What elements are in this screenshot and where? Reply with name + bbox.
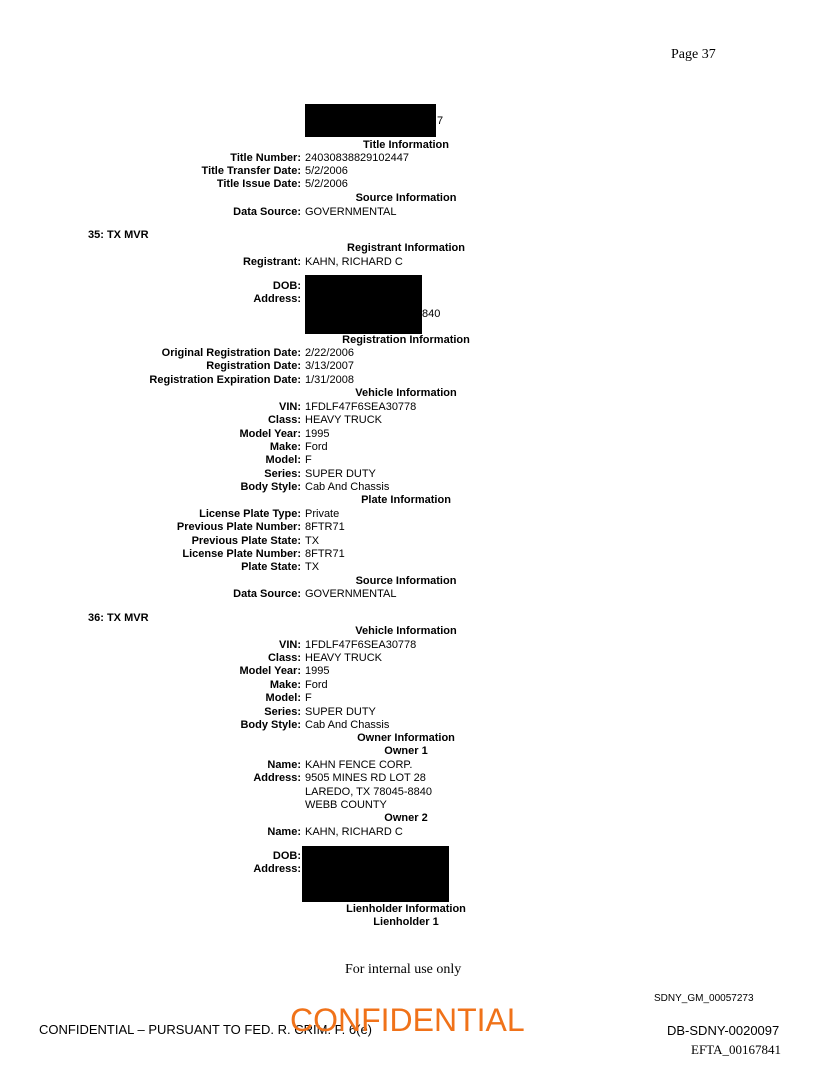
record-label-35: 35: TX MVR bbox=[88, 229, 149, 241]
model-row: Model: F bbox=[265, 454, 312, 466]
confidential-notice: CONFIDENTIAL – PURSUANT TO FED. R. CRIM. P. 6(e) bbox=[39, 1022, 373, 1037]
make-row: Make: Ford bbox=[269, 441, 328, 453]
dob-row: DOB: bbox=[272, 850, 301, 862]
owner-1-heading: Owner 1 bbox=[384, 745, 428, 757]
address-row: Address: bbox=[253, 293, 301, 305]
series-row: Series: SUPER DUTY bbox=[264, 706, 376, 718]
series-row: Series: SUPER DUTY bbox=[264, 468, 376, 480]
owner-1-name-row: Name: KAHN FENCE CORP. bbox=[267, 759, 413, 771]
efta-number: EFTA_00167841 bbox=[691, 1042, 781, 1057]
redaction-box bbox=[302, 846, 449, 902]
original-registration-date-row: Original Registration Date: 2/22/2006 bbox=[161, 347, 354, 359]
owner-1-address-row: Address: 9505 MINES RD LOT 28 bbox=[253, 772, 426, 784]
redaction-fragment: 840 bbox=[422, 308, 441, 320]
plate-information-heading: Plate Information bbox=[361, 494, 451, 506]
owner-1-address-line: WEBB COUNTY bbox=[305, 799, 387, 811]
body-style-row: Body Style: Cab And Chassis bbox=[240, 719, 390, 731]
registration-date-row: Registration Date: 3/13/2007 bbox=[206, 360, 354, 372]
internal-use-notice: For internal use only bbox=[345, 962, 462, 977]
owner-information-heading: Owner Information bbox=[357, 732, 455, 744]
class-row: Class: HEAVY TRUCK bbox=[267, 414, 383, 426]
address-row: Address: bbox=[253, 863, 301, 875]
plate-state-row: Plate State: TX bbox=[241, 561, 320, 573]
vin-row: VIN: 1FDLF47F6SEA30778 bbox=[279, 639, 417, 651]
registration-expiration-date-row: Registration Expiration Date: 1/31/2008 bbox=[149, 374, 354, 386]
owner-2-name-row: Name: KAHN, RICHARD C bbox=[267, 826, 403, 838]
lienholder-information-heading: Lienholder Information bbox=[346, 903, 466, 915]
vehicle-information-heading: Vehicle Information bbox=[355, 387, 457, 399]
owner-2-heading: Owner 2 bbox=[384, 812, 428, 824]
body-style-row: Body Style: Cab And Chassis bbox=[240, 481, 390, 493]
source-information-heading: Source Information bbox=[355, 575, 457, 587]
title-transfer-date-row: Title Transfer Date: 5/2/2006 bbox=[201, 165, 348, 177]
title-information-heading: Title Information bbox=[363, 139, 449, 151]
title-issue-date-row: Title Issue Date: 5/2/2006 bbox=[216, 178, 348, 190]
confidential-stamp: CONFIDENTIAL bbox=[290, 1002, 525, 1038]
redaction-fragment: 7 bbox=[437, 115, 444, 127]
registrant-row: Registrant: KAHN, RICHARD C bbox=[242, 256, 403, 268]
vehicle-information-heading: Vehicle Information bbox=[355, 625, 457, 637]
model-year-row: Model Year: 1995 bbox=[239, 665, 330, 677]
data-source-row: Data Source: GOVERNMENTAL bbox=[233, 206, 397, 218]
redaction-box bbox=[305, 104, 436, 137]
title-number-row: Title Number: 24030838829102447 bbox=[230, 152, 410, 164]
page-number: Page 37 bbox=[671, 47, 716, 62]
record-label-36: 36: TX MVR bbox=[88, 612, 149, 624]
bates-number: SDNY_GM_00057273 bbox=[654, 993, 754, 1004]
class-row: Class: HEAVY TRUCK bbox=[267, 652, 383, 664]
dob-row: DOB: bbox=[272, 280, 301, 292]
registration-information-heading: Registration Information bbox=[342, 334, 470, 346]
license-plate-number-row: License Plate Number: 8FTR71 bbox=[182, 548, 345, 560]
owner-1-address-line: LAREDO, TX 78045-8840 bbox=[305, 786, 432, 798]
source-information-heading: Source Information bbox=[355, 192, 457, 204]
license-plate-type-row: License Plate Type: Private bbox=[199, 508, 340, 520]
bates-number: DB-SDNY-0020097 bbox=[667, 1023, 780, 1038]
lienholder-1-heading: Lienholder 1 bbox=[373, 916, 439, 928]
make-row: Make: Ford bbox=[269, 679, 328, 691]
registrant-information-heading: Registrant Information bbox=[347, 242, 465, 254]
model-row: Model: F bbox=[265, 692, 312, 704]
model-year-row: Model Year: 1995 bbox=[239, 428, 330, 440]
previous-plate-state-row: Previous Plate State: TX bbox=[191, 535, 320, 547]
data-source-row: Data Source: GOVERNMENTAL bbox=[233, 588, 397, 600]
previous-plate-number-row: Previous Plate Number: 8FTR71 bbox=[176, 521, 345, 533]
vin-row: VIN: 1FDLF47F6SEA30778 bbox=[279, 401, 417, 413]
redaction-box bbox=[305, 275, 422, 334]
